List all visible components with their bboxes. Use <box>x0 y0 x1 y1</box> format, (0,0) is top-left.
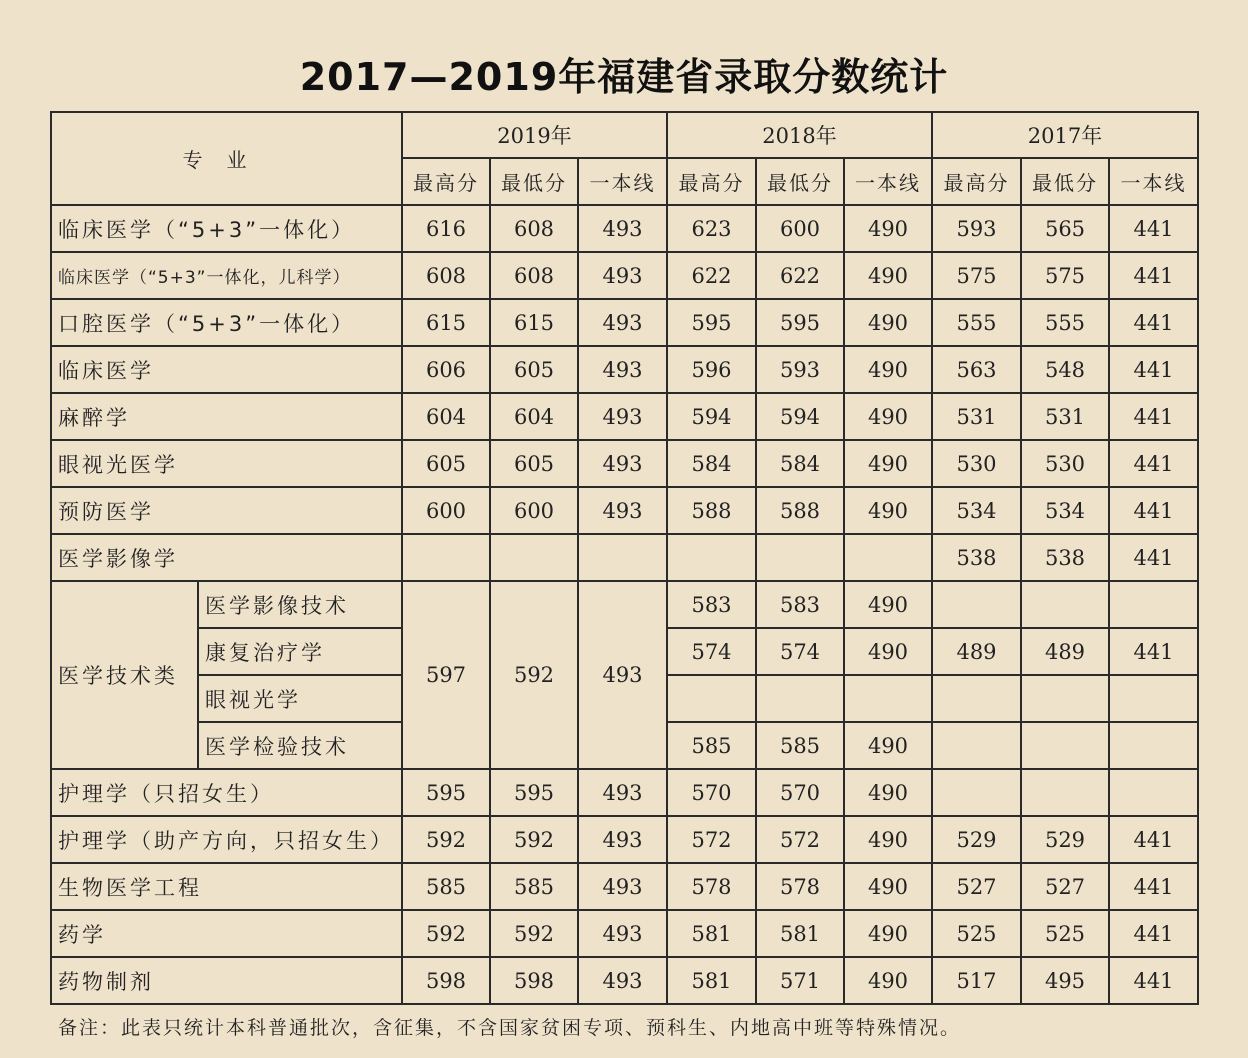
table-row <box>51 205 1198 252</box>
subheader-cell: 最低分 <box>490 158 578 205</box>
subheader-cell: 一本线 <box>1109 158 1198 205</box>
score-cell: 490 <box>844 393 932 440</box>
score-cell: 585 <box>667 722 756 769</box>
subheader-cell: 最高分 <box>667 158 756 205</box>
score-cell: 489 <box>1021 628 1109 675</box>
score-cell: 574 <box>667 628 756 675</box>
score-cell: 570 <box>756 769 844 816</box>
score-cell: 441 <box>1109 346 1198 393</box>
major-name: 药物制剂 <box>51 957 402 1004</box>
table-row <box>51 252 1198 299</box>
score-cell: 600 <box>490 487 578 534</box>
score-cell: 441 <box>1109 205 1198 252</box>
score-cell: 608 <box>490 252 578 299</box>
score-cell: 441 <box>1109 393 1198 440</box>
score-cell: 598 <box>402 957 490 1004</box>
score-cell: 490 <box>844 722 932 769</box>
score-cell: 584 <box>667 440 756 487</box>
table-row <box>51 816 1198 863</box>
score-cell: 490 <box>844 440 932 487</box>
score-cell: 441 <box>1109 957 1198 1004</box>
score-cell: 493 <box>578 393 667 440</box>
score-cell: 565 <box>1021 205 1109 252</box>
score-cell: 530 <box>932 440 1021 487</box>
score-cell: 595 <box>402 769 490 816</box>
score-cell: 584 <box>756 440 844 487</box>
score-cell: 490 <box>844 910 932 957</box>
score-cell: 538 <box>932 534 1021 581</box>
score-cell: 583 <box>756 581 844 628</box>
score-cell: 604 <box>402 393 490 440</box>
score-cell: 592 <box>490 816 578 863</box>
footnote: 备注：此表只统计本科普通批次，含征集，不含国家贫困专项、预科生、内地高中班等特殊情况。 <box>58 1017 962 1039</box>
score-cell: 441 <box>1109 863 1198 910</box>
score-cell: 493 <box>578 487 667 534</box>
score-cell: 527 <box>1021 863 1109 910</box>
score-cell: 595 <box>667 299 756 346</box>
score-cell: 615 <box>402 299 490 346</box>
subheader-cell: 最低分 <box>756 158 844 205</box>
score-cell: 493 <box>578 769 667 816</box>
score-cell: 529 <box>1021 816 1109 863</box>
score-cell: 594 <box>756 393 844 440</box>
score-cell: 593 <box>932 205 1021 252</box>
sub-major-name: 眼视光学 <box>198 675 402 722</box>
score-cell: 493 <box>578 299 667 346</box>
major-name: 护理学（助产方向，只招女生） <box>51 816 402 863</box>
table-row <box>51 910 1198 957</box>
major-name: 药学 <box>51 910 402 957</box>
score-cell: 595 <box>490 769 578 816</box>
score-cell: 490 <box>844 957 932 1004</box>
score-cell: 605 <box>490 346 578 393</box>
score-cell: 490 <box>844 205 932 252</box>
score-cell: 490 <box>844 487 932 534</box>
score-cell: 594 <box>667 393 756 440</box>
subheader-cell: 最高分 <box>402 158 490 205</box>
score-cell: 571 <box>756 957 844 1004</box>
score-cell: 616 <box>402 205 490 252</box>
table-row <box>51 487 1198 534</box>
score-cell <box>1021 769 1109 816</box>
table-row <box>51 346 1198 393</box>
score-cell: 563 <box>932 346 1021 393</box>
score-cell <box>844 534 932 581</box>
table-row <box>51 440 1198 487</box>
score-cell: 606 <box>402 346 490 393</box>
subheader-cell: 一本线 <box>578 158 667 205</box>
score-cell <box>932 581 1021 628</box>
score-cell: 527 <box>932 863 1021 910</box>
score-cell: 531 <box>932 393 1021 440</box>
page-title: 2017—2019年福建省录取分数统计 <box>299 55 949 99</box>
score-cell: 575 <box>932 252 1021 299</box>
score-cell: 495 <box>1021 957 1109 1004</box>
score-cell: 493 <box>578 205 667 252</box>
group-name: 医学技术类 <box>51 581 198 769</box>
score-table <box>50 111 1199 1005</box>
score-cell: 585 <box>402 863 490 910</box>
score-cell <box>844 675 932 722</box>
table-row <box>51 769 1198 816</box>
score-cell: 441 <box>1109 487 1198 534</box>
major-name: 口腔医学（“5+3”一体化） <box>51 299 402 346</box>
score-cell <box>1109 675 1198 722</box>
score-cell <box>932 769 1021 816</box>
sub-major-name: 医学检验技术 <box>198 722 402 769</box>
score-cell: 592 <box>490 910 578 957</box>
score-cell: 592 <box>402 910 490 957</box>
subheader-cell: 最高分 <box>932 158 1021 205</box>
subheader-cell: 最低分 <box>1021 158 1109 205</box>
year-header: 2017年 <box>932 112 1198 158</box>
score-cell: 600 <box>756 205 844 252</box>
major-name: 眼视光医学 <box>51 440 402 487</box>
score-cell: 593 <box>756 346 844 393</box>
score-cell: 534 <box>1021 487 1109 534</box>
major-name: 医学影像学 <box>51 534 402 581</box>
score-cell: 572 <box>756 816 844 863</box>
score-cell: 600 <box>402 487 490 534</box>
score-cell: 592 <box>402 816 490 863</box>
score-cell: 555 <box>932 299 1021 346</box>
score-cell: 608 <box>490 205 578 252</box>
major-header: 专业 <box>51 112 402 205</box>
score-cell: 490 <box>844 252 932 299</box>
score-cell: 615 <box>490 299 578 346</box>
score-cell: 441 <box>1109 628 1198 675</box>
score-cell: 534 <box>932 487 1021 534</box>
score-cell <box>1109 722 1198 769</box>
score-cell: 490 <box>844 299 932 346</box>
major-name: 麻醉学 <box>51 393 402 440</box>
score-cell: 493 <box>578 816 667 863</box>
score-cell <box>756 675 844 722</box>
score-cell: 517 <box>932 957 1021 1004</box>
score-cell <box>667 534 756 581</box>
score-cell: 490 <box>844 769 932 816</box>
score-cell: 489 <box>932 628 1021 675</box>
major-name: 预防医学 <box>51 487 402 534</box>
score-cell: 574 <box>756 628 844 675</box>
score-cell: 441 <box>1109 816 1198 863</box>
score-cell: 605 <box>402 440 490 487</box>
score-cell <box>1021 581 1109 628</box>
table-row <box>51 299 1198 346</box>
score-cell: 490 <box>844 816 932 863</box>
table-row <box>51 957 1198 1004</box>
major-name: 临床医学（“5+3”一体化） <box>51 205 402 252</box>
table-row <box>51 534 1198 581</box>
score-cell <box>1109 581 1198 628</box>
score-cell: 585 <box>756 722 844 769</box>
score-cell <box>1021 675 1109 722</box>
score-cell: 538 <box>1021 534 1109 581</box>
score-cell: 490 <box>844 628 932 675</box>
major-name: 生物医学工程 <box>51 863 402 910</box>
score-cell <box>667 675 756 722</box>
score-cell: 441 <box>1109 252 1198 299</box>
score-cell: 493 <box>578 863 667 910</box>
major-name: 护理学（只招女生） <box>51 769 402 816</box>
table-row <box>51 581 1198 628</box>
score-cell: 490 <box>844 863 932 910</box>
score-cell: 490 <box>844 581 932 628</box>
score-cell: 588 <box>756 487 844 534</box>
table-row <box>51 863 1198 910</box>
score-cell: 570 <box>667 769 756 816</box>
score-cell: 605 <box>490 440 578 487</box>
score-cell <box>1021 722 1109 769</box>
score-cell: 592 <box>490 581 578 769</box>
score-cell: 493 <box>578 440 667 487</box>
score-cell: 575 <box>1021 252 1109 299</box>
score-cell: 530 <box>1021 440 1109 487</box>
score-cell: 441 <box>1109 440 1198 487</box>
score-cell: 596 <box>667 346 756 393</box>
sub-major-name: 医学影像技术 <box>198 581 402 628</box>
score-cell: 581 <box>756 910 844 957</box>
score-cell: 598 <box>490 957 578 1004</box>
score-cell: 493 <box>578 581 667 769</box>
score-cell: 555 <box>1021 299 1109 346</box>
score-cell: 622 <box>667 252 756 299</box>
score-cell: 588 <box>667 487 756 534</box>
score-cell: 441 <box>1109 299 1198 346</box>
score-cell: 493 <box>578 957 667 1004</box>
score-cell: 531 <box>1021 393 1109 440</box>
score-cell: 608 <box>402 252 490 299</box>
score-cell: 493 <box>578 252 667 299</box>
score-cell: 572 <box>667 816 756 863</box>
score-cell: 585 <box>490 863 578 910</box>
sub-major-name: 康复治疗学 <box>198 628 402 675</box>
table-row <box>51 393 1198 440</box>
score-cell: 581 <box>667 957 756 1004</box>
major-name: 临床医学 <box>51 346 402 393</box>
score-cell: 581 <box>667 910 756 957</box>
score-cell: 622 <box>756 252 844 299</box>
score-cell: 597 <box>402 581 490 769</box>
score-cell: 578 <box>667 863 756 910</box>
score-cell <box>402 534 490 581</box>
score-cell <box>756 534 844 581</box>
score-cell <box>578 534 667 581</box>
score-cell <box>932 722 1021 769</box>
year-header: 2019年 <box>402 112 667 158</box>
major-name: 临床医学（“5+3”一体化，儿科学） <box>51 252 402 299</box>
score-cell: 604 <box>490 393 578 440</box>
score-cell: 525 <box>1021 910 1109 957</box>
score-cell: 529 <box>932 816 1021 863</box>
score-cell: 441 <box>1109 910 1198 957</box>
year-header: 2018年 <box>667 112 932 158</box>
score-cell: 578 <box>756 863 844 910</box>
score-cell: 493 <box>578 910 667 957</box>
score-cell <box>1109 769 1198 816</box>
score-cell: 623 <box>667 205 756 252</box>
score-cell: 525 <box>932 910 1021 957</box>
score-cell: 493 <box>578 346 667 393</box>
score-cell <box>932 675 1021 722</box>
score-cell: 441 <box>1109 534 1198 581</box>
score-cell: 548 <box>1021 346 1109 393</box>
score-cell: 583 <box>667 581 756 628</box>
subheader-cell: 一本线 <box>844 158 932 205</box>
score-cell <box>490 534 578 581</box>
score-cell: 490 <box>844 346 932 393</box>
score-cell: 595 <box>756 299 844 346</box>
